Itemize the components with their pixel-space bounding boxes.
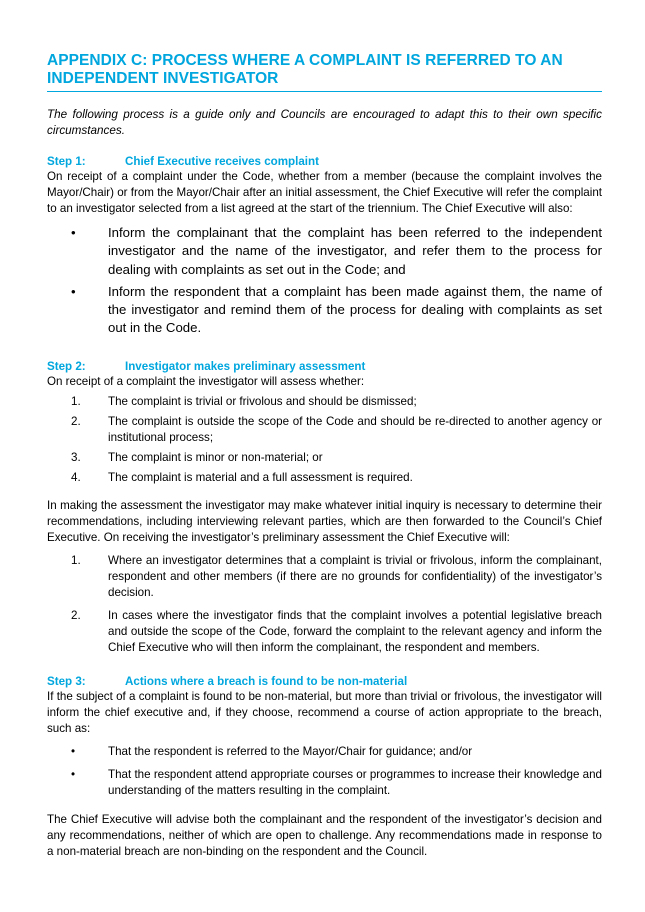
list-item [47, 767, 602, 799]
step-2-numbered-list-2 [47, 553, 602, 656]
list-item-text: Inform the respondent that a complaint has been made against them, the name of the investigator and remind them of the process for dealing with complaints as set out in the Code. [108, 283, 602, 336]
list-item-text: The complaint is outside the scope of the Code and should be re-directed to another agency or institutional process; [108, 414, 602, 444]
step-1-heading [47, 154, 602, 169]
list-item-text: The complaint is trivial or frivolous and should be dismissed; [108, 394, 417, 408]
step-3-section [47, 674, 602, 860]
list-item-text: Inform the complainant that the complaint has been referred to the independent investigator and the name of the investigator, and refer them to the process for dealing with complaints as set out in the Code; and [108, 225, 602, 277]
intro-text: The following process is a guide only and Councils are encouraged to adapt this to their own specific circumstances. [47, 108, 602, 137]
list-item [47, 224, 602, 279]
step-2-heading [47, 359, 602, 374]
list-item [47, 608, 602, 657]
list-item-text: That the respondent is referred to the Mayor/Chair for guidance; and/or [108, 745, 473, 759]
step-2-label: Step 2: [47, 359, 86, 373]
step-1-bullet-list [47, 224, 602, 337]
step-2-paragraph-2: In making the assessment the investigator may make whatever initial inquiry is necessary to determine their recommendations, including interviewing relevant parties, which are then forwarded to the Council’s Chief Executive. On receiving the investigator’s preliminary assessment the Chief Executive will: [47, 498, 602, 544]
list-number: 4. [71, 471, 81, 485]
list-item-text: Where an investigator determines that a complaint is trivial or frivolous, inform the complainant, respondent and other members (if there are no grounds for confidentiality) of the investigator’s decision. [108, 553, 602, 600]
bullet-icon: • [71, 745, 76, 759]
list-item [47, 414, 602, 446]
page-title: APPENDIX C: PROCESS WHERE A COMPLAINT IS REFERRED TO AN INDEPENDENT INVESTIGATOR [47, 52, 602, 92]
document-page [47, 52, 602, 860]
step-2-numbered-list-1 [47, 394, 602, 487]
list-item [47, 470, 602, 486]
list-item-text: That the respondent attend appropriate courses or programmes to increase their knowledge and understanding of the matters resulting in the complaint. [108, 767, 602, 797]
list-number: 1. [71, 553, 81, 567]
list-item-text: In cases where the investigator finds that the complaint involves a potential legislative breach and outside the scope of the Code, forward the complaint to the relevant agency and inform the Chief Executive who will then inform the complainant, the respondent and members. [108, 608, 602, 654]
list-item-text: The complaint is minor or non-material; or [108, 451, 323, 465]
list-item [47, 394, 602, 410]
step-2-paragraph-1: On receipt of a complaint the investigator will assess whether: [47, 374, 365, 388]
list-item [47, 283, 602, 338]
list-item [47, 450, 602, 466]
list-item-text: The complaint is material and a full assessment is required. [108, 471, 413, 485]
step-3-title: Actions where a breach is found to be non-material [125, 675, 408, 689]
step-1-label: Step 1: [47, 155, 86, 168]
step-2-title: Investigator makes preliminary assessment [125, 359, 366, 373]
step-1-paragraph: On receipt of a complaint under the Code, whether from a member (because the complaint involves the Mayor/Chair) or from the Mayor/Chair after an initial assessment, the Chief Executive will refer the complaint to an investigator selected from a list agreed at the start of the triennium. The Chief Executive will also: [47, 170, 602, 216]
list-number: 1. [71, 394, 81, 408]
step-3-heading [47, 674, 602, 689]
list-number: 2. [71, 414, 81, 428]
step-1-title: Chief Executive receives complaint [125, 155, 319, 168]
step-1-section [47, 154, 602, 338]
bullet-icon: • [71, 225, 76, 241]
list-number: 3. [71, 451, 81, 465]
list-item [47, 744, 602, 760]
step-3-label: Step 3: [47, 675, 86, 689]
list-number: 2. [71, 608, 81, 622]
step-3-bullet-list [47, 744, 602, 799]
list-item [47, 553, 602, 602]
bullet-icon: • [71, 767, 76, 781]
step-2-section [47, 359, 602, 657]
step-3-paragraph-1: If the subject of a complaint is found to be non-material, but more than trivial or frivolous, the investigator will inform the chief executive and, if they choose, recommend a course of action appropriate to the breach, such as: [47, 690, 602, 736]
step-3-paragraph-2: The Chief Executive will advise both the complainant and the respondent of the investigator’s decision and any recommendations, neither of which are open to challenge. Any recommendations made in response to a non-material breach are non-binding on the respondent and the Council. [47, 813, 602, 859]
bullet-icon: • [71, 283, 76, 299]
